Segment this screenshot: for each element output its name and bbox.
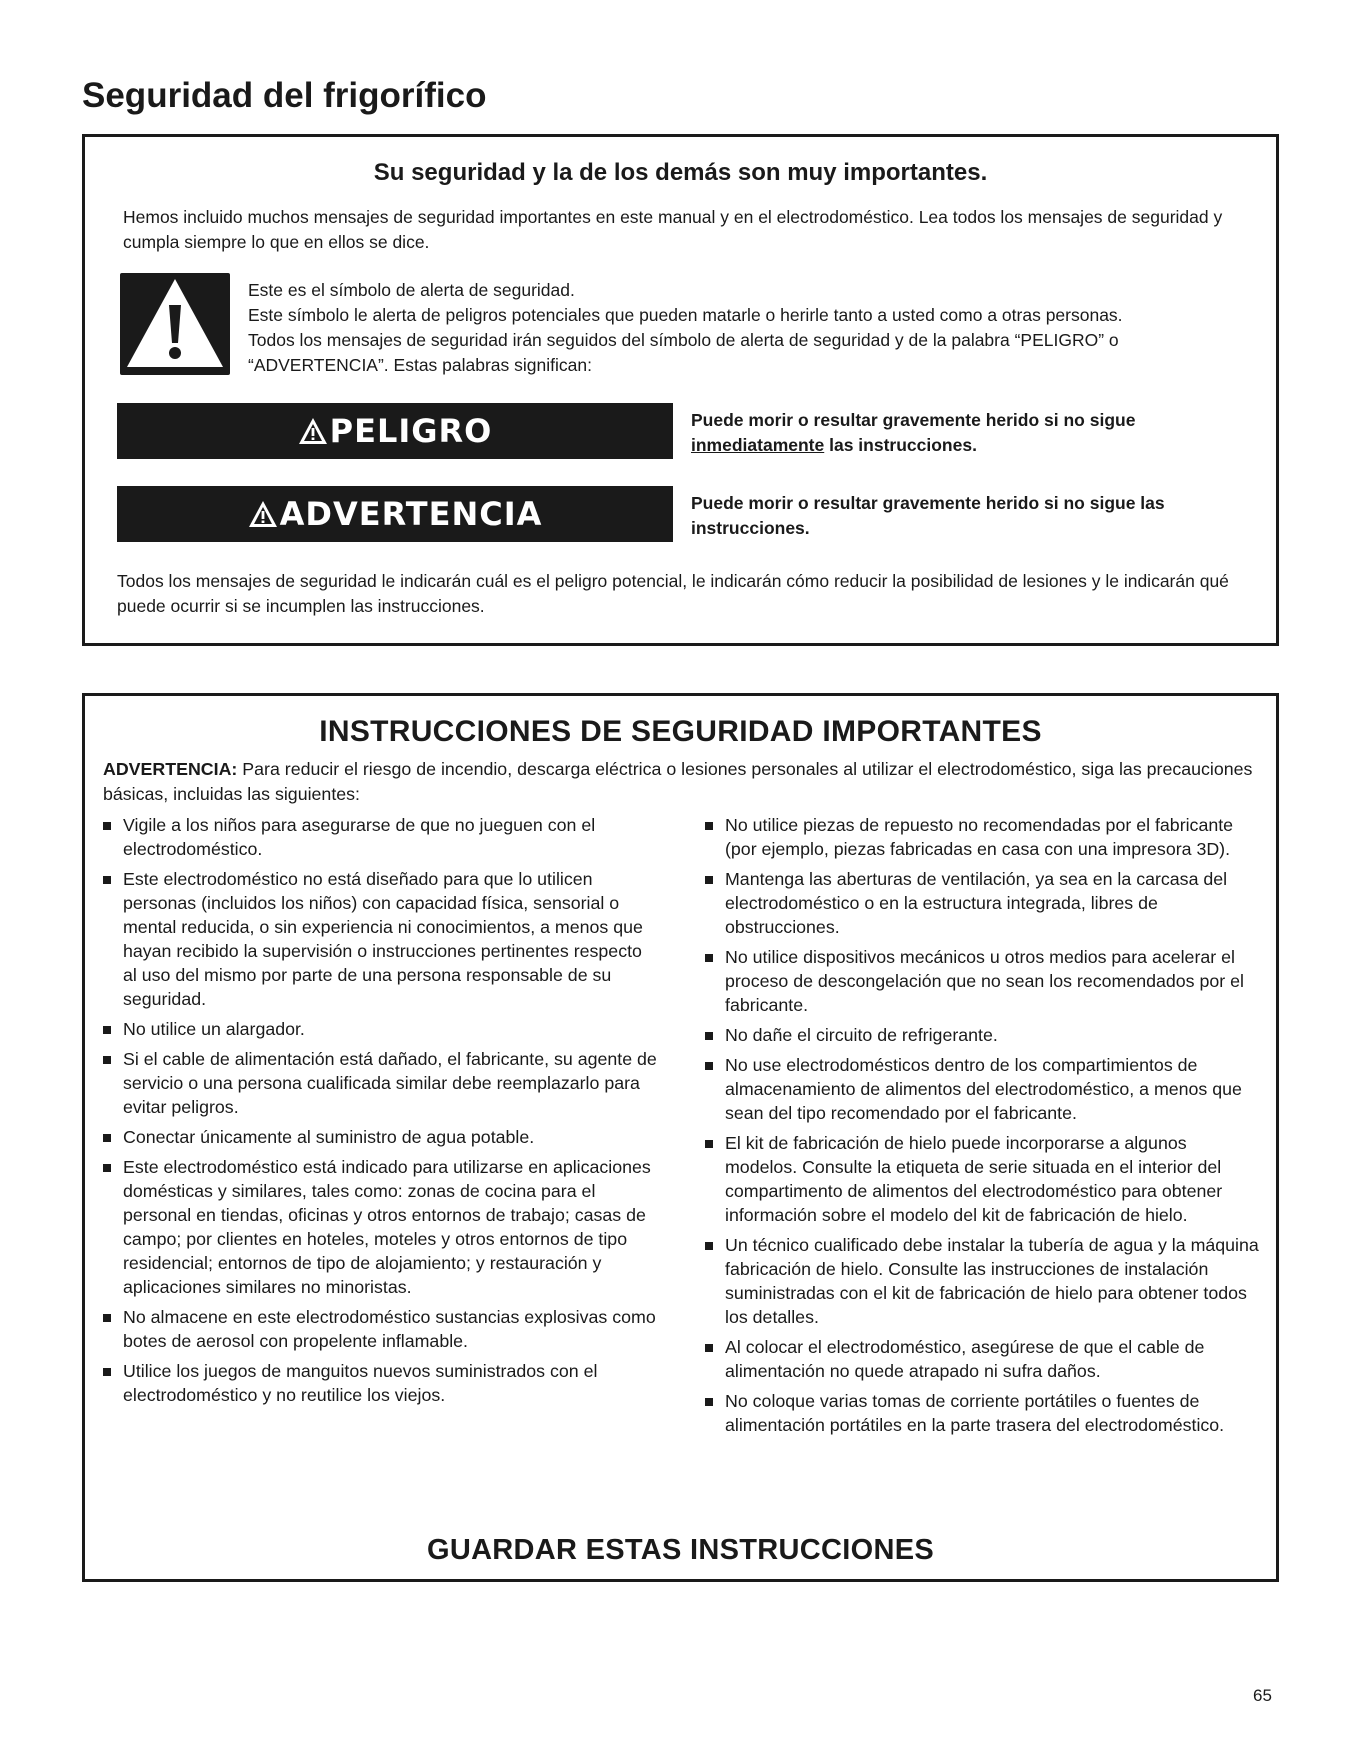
list-item: No utilice dispositivos mecánicos u otros medios para acelerar el proceso de descongelación que no sean los recomendados por el fabricante. (702, 945, 1262, 1017)
warning-description: Puede morir o resultar gravemente herido si no sigue las instrucciones. (691, 493, 1165, 538)
list-item: El kit de fabricación de hielo puede incorporarse a algunos modelos. Consulte la etiqueta de serie situada en el interior del compartimento de alimentos del electrodoméstico para obtener información sobre el modelo del kit de fabricación de hielo. (702, 1131, 1262, 1227)
bullet-icon (705, 1398, 713, 1406)
bullet-icon (705, 1032, 713, 1040)
alert-symbol-explanation (248, 278, 1256, 378)
warning-intro-text: Para reducir el riesgo de incendio, descarga eléctrica o lesiones personales al utilizar el electrodoméstico, siga las precauciones básicas, incluidas las siguientes: (103, 759, 1253, 804)
bullet-icon (705, 954, 713, 962)
bullet-icon (103, 1134, 111, 1142)
warning-triangle-icon (120, 273, 230, 375)
list-item: Vigile a los niños para asegurarse de que no jueguen con el electrodoméstico. (100, 813, 660, 861)
warning-signal-panel (117, 486, 673, 542)
list-item: No coloque varias tomas de corriente portátiles o fuentes de alimentación portátiles en la parte trasera del electrodoméstico. (702, 1389, 1262, 1437)
list-item: Mantenga las aberturas de ventilación, ya sea en la carcasa del electrodoméstico o en la estructura integrada, libres de obstrucciones. (702, 867, 1262, 939)
warning-triangle-icon (248, 500, 278, 528)
list-item: No use electrodomésticos dentro de los compartimientos de almacenamiento de alimentos del electrodoméstico, a menos que sean del tipo recomendado por el fabricante. (702, 1053, 1262, 1125)
bullet-icon (103, 822, 111, 830)
list-item: Este electrodoméstico está indicado para utilizarse en aplicaciones domésticas y similares, tales como: zonas de cocina para el personal en tiendas, oficinas y otros entornos de trabajo; casas de campo; por clientes en hoteles, moteles y otros entornos de tipo residencial; entornos de tipo de alojamiento; y restauración y aplicaciones similares no minoristas. (100, 1155, 660, 1299)
page-title: Seguridad del frigorífico (82, 76, 487, 115)
list-item: Este electrodoméstico no está diseñado para que lo utilicen personas (incluidos los niños) con capacidad física, sensorial o mental reducida, o sin experiencia ni conocimientos, a menos que hayan recibido la supervisión o instrucciones pertinentes respecto al uso del mismo por parte de una persona responsable de su seguridad. (100, 867, 660, 1011)
safety-heading: Su seguridad y la de los demás son muy importantes. (373, 159, 988, 186)
warning-label: ADVERTENCIA (279, 495, 543, 533)
list-item: Utilice los juegos de manguitos nuevos suministrados con el electrodoméstico y no reutilice los viejos. (100, 1359, 660, 1407)
bullet-icon (705, 1242, 713, 1250)
list-item: Un técnico cualificado debe instalar la tubería de agua y la máquina fabricación de hielo. Consulte las instrucciones de instalación suministradas con el kit de fabricación de hielo para obtener todos los detalles. (702, 1233, 1262, 1329)
bullet-icon (103, 1368, 111, 1376)
danger-signal-panel (117, 403, 673, 459)
bullet-icon (705, 822, 713, 830)
warning-intro-label: ADVERTENCIA: (103, 759, 238, 779)
alert-line-1: Este es el símbolo de alerta de seguridad. (248, 280, 575, 300)
instructions-list-left (100, 813, 660, 1413)
danger-label: PELIGRO (329, 412, 493, 450)
bullet-icon (705, 1344, 713, 1352)
bullet-icon (103, 1314, 111, 1322)
safety-message-box (82, 134, 1279, 646)
list-item: Si el cable de alimentación está dañado, el fabricante, su agente de servicio o una persona cualificada similar debe reemplazarlo para evitar peligros. (100, 1047, 660, 1119)
instructions-warning-intro (103, 757, 1254, 807)
instructions-list-right (702, 813, 1262, 1443)
save-instructions-footer: GUARDAR ESTAS INSTRUCCIONES (426, 1534, 935, 1566)
page-number: 65 (1253, 1686, 1272, 1705)
list-item: No dañe el circuito de refrigerante. (702, 1023, 1262, 1047)
list-item: Conectar únicamente al suministro de agua potable. (100, 1125, 660, 1149)
bullet-icon (103, 876, 111, 884)
bullet-icon (705, 1062, 713, 1070)
bullet-icon (103, 1026, 111, 1034)
safety-intro: Hemos incluido muchos mensajes de seguridad importantes en este manual y en el electrodoméstico. Lea todos los mensajes de seguridad y cumpla siempre lo que en ellos se dice. (123, 207, 1223, 252)
bullet-icon (705, 1140, 713, 1148)
danger-description: Puede morir o resultar gravemente herido si no sigue inmediatamente las instrucciones. (691, 410, 1136, 455)
list-item: No almacene en este electrodoméstico sustancias explosivas como botes de aerosol con propelente inflamable. (100, 1305, 660, 1353)
alert-line-3: Todos los mensajes de seguridad irán seguidos del símbolo de alerta de seguridad y de la palabra “PELIGRO” o “ADVERTENCIA”. Estas palabras significan: (248, 330, 1119, 375)
instructions-heading: INSTRUCCIONES DE SEGURIDAD IMPORTANTES (319, 715, 1042, 748)
list-item: No utilice un alargador. (100, 1017, 660, 1041)
important-instructions-box (82, 693, 1279, 1582)
alert-line-2: Este símbolo le alerta de peligros potenciales que pueden matarle o herirle tanto a usted como a otras personas. (248, 305, 1123, 325)
bullet-icon (103, 1056, 111, 1064)
safety-alert-symbol (120, 273, 230, 375)
bullet-icon (103, 1164, 111, 1172)
warning-triangle-icon (298, 417, 328, 445)
list-item: No utilice piezas de repuesto no recomendadas por el fabricante (por ejemplo, piezas fabricadas en casa con una impresora 3D). (702, 813, 1262, 861)
safety-footer: Todos los mensajes de seguridad le indicarán cuál es el peligro potencial, le indicarán cómo reducir la posibilidad de lesiones y le indicarán qué puede ocurrir si se incumplen las instrucciones. (117, 571, 1229, 616)
bullet-icon (705, 876, 713, 884)
list-item: Al colocar el electrodoméstico, asegúrese de que el cable de alimentación no quede atrapado ni sufra daños. (702, 1335, 1262, 1383)
